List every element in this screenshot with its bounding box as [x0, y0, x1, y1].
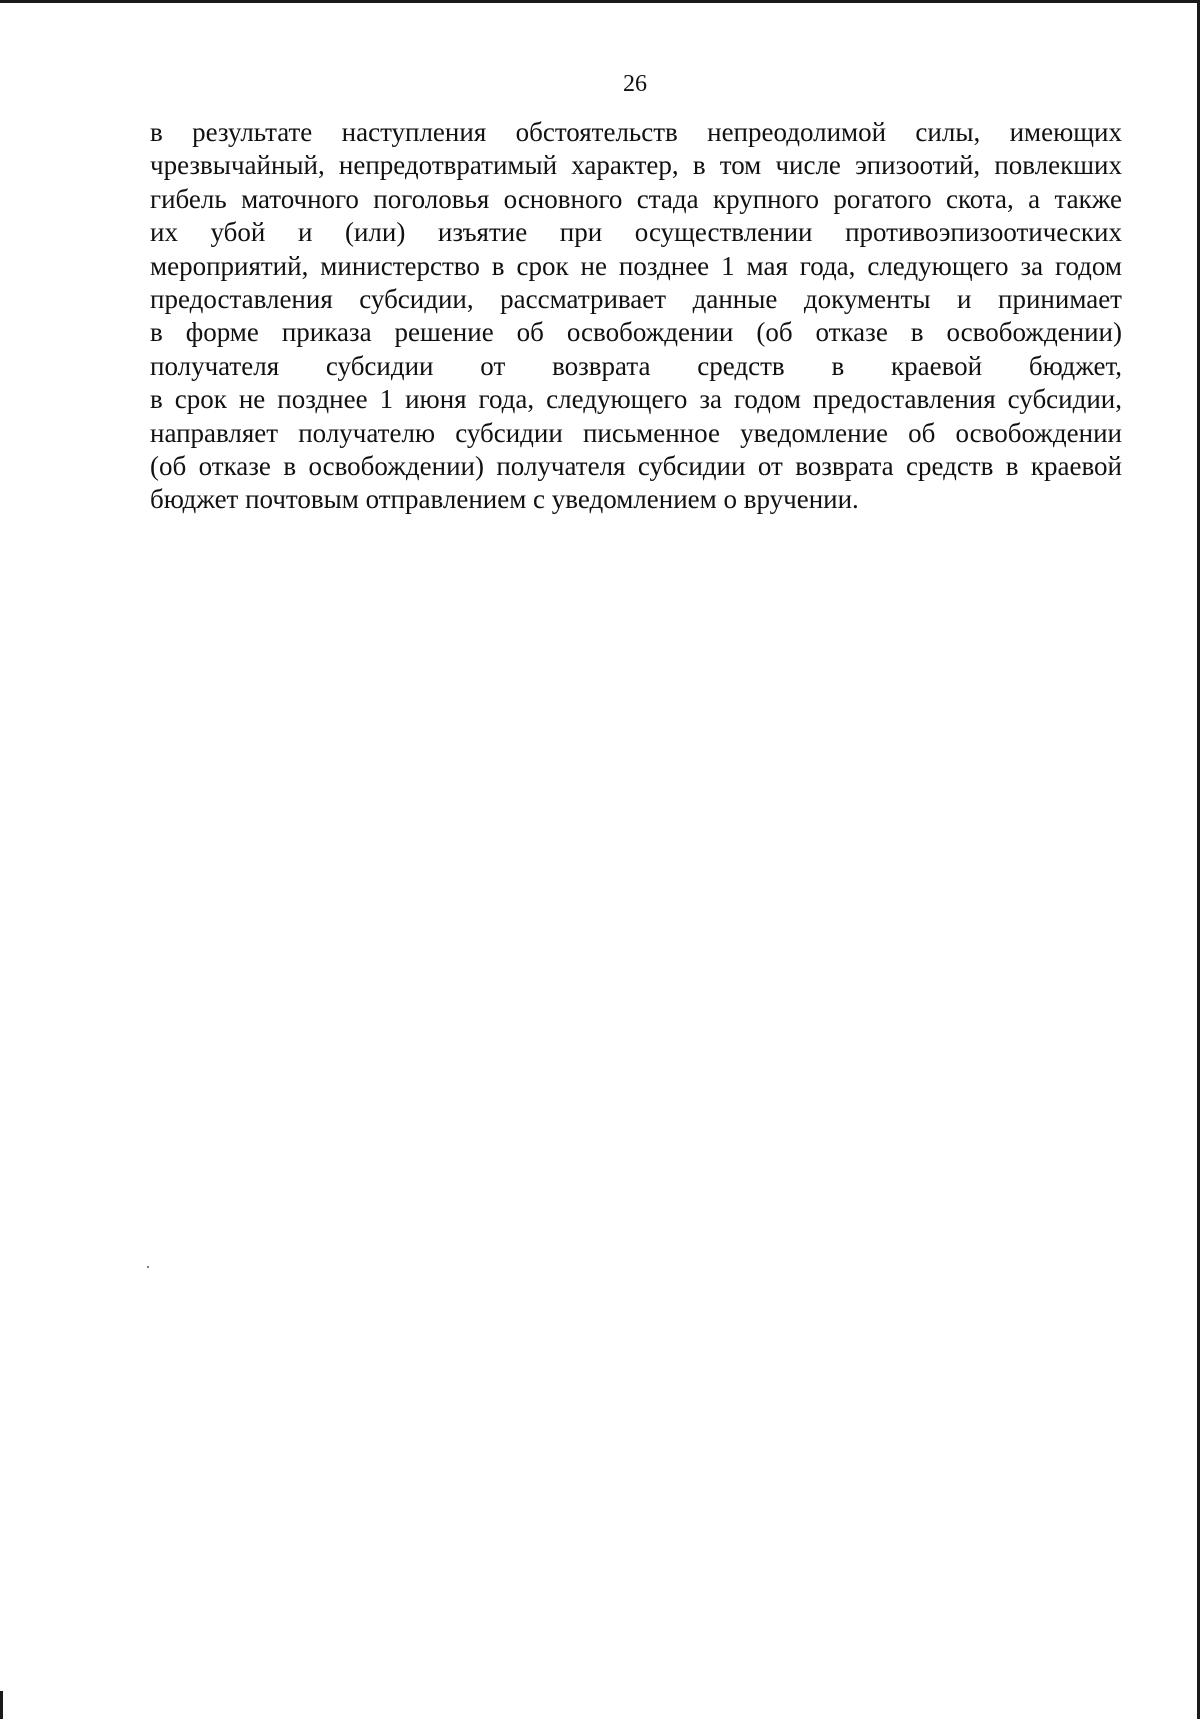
body-paragraph	[150, 116, 1122, 517]
paragraph-line-last: бюджет почтовым отправлением с уведомлением о вручении.	[150, 484, 859, 515]
paragraph-line: мероприятий, министерство в срок не позднее 1 мая года, следующего за годом	[150, 250, 1122, 281]
scan-edge-top	[0, 0, 1200, 3]
paragraph-line: направляет получателю субсидии письменное уведомление об освобождении	[150, 417, 1122, 448]
paragraph-line: (об отказе в освобождении) получателя субсидии от возврата средств в краевой	[150, 451, 1122, 482]
scan-edge-left-bottom	[0, 1691, 3, 1719]
paragraph-line: предоставления субсидии, рассматривает данные документы и принимает	[150, 284, 1122, 315]
paragraph-line: в срок не позднее 1 июня года, следующего за годом предоставления субсидии,	[150, 384, 1122, 415]
paragraph-line: гибель маточного поголовья основного стада крупного рогатого скота, а также	[150, 183, 1122, 214]
page-number: 26	[623, 71, 647, 97]
paragraph-line: чрезвычайный, непредотвратимый характер, в том числе эпизоотий, повлекших	[150, 150, 1122, 181]
paragraph-line: в результате наступления обстоятельств непреодолимой силы, имеющих	[150, 117, 1122, 147]
paragraph-line: их убой и (или) изъятие при осуществлении противоэпизоотических	[150, 217, 1122, 248]
paragraph-line: получателя субсидии от возврата средств в краевой бюджет,	[150, 350, 1122, 381]
scan-speck	[147, 1266, 149, 1268]
paragraph-line: в форме приказа решение об освобождении (об отказе в освобождении)	[150, 317, 1122, 348]
